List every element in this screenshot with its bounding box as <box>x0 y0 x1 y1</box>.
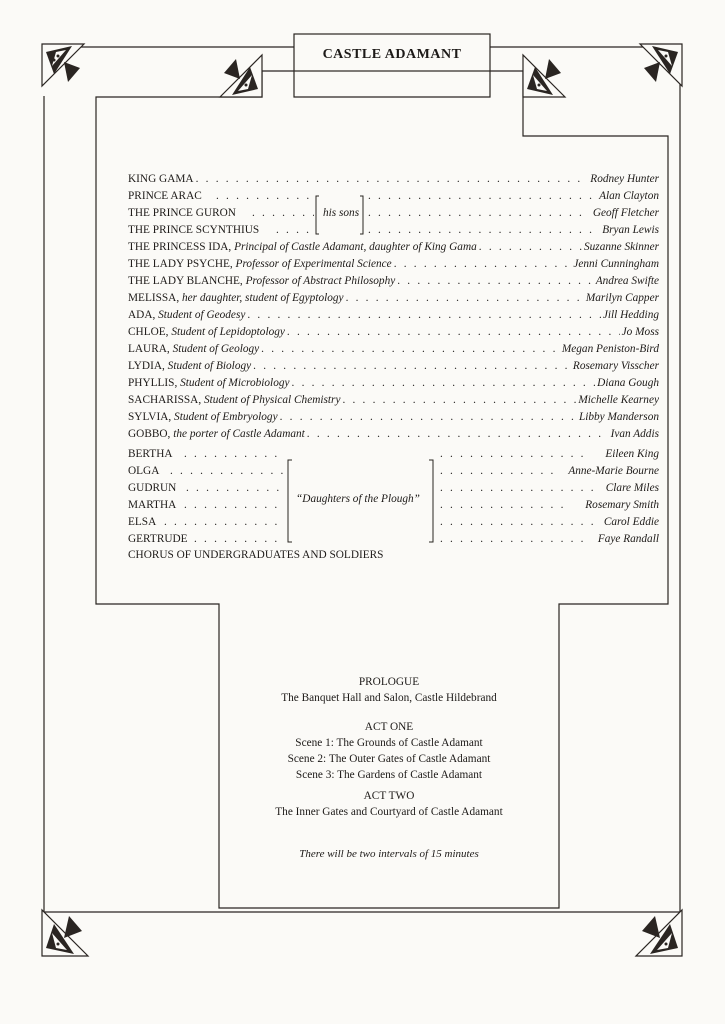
cast-row: KING GAMA . . . Rodney Hunter <box>128 171 659 188</box>
act-two-section <box>219 788 559 820</box>
cast-role: THE PRINCE GURON <box>128 207 236 219</box>
cast-row: LAURA, Student of Geology . . . Megan Peniston-Bird <box>128 341 659 358</box>
cast-row: SACHARISSA, Student of Physical Chemistry . . . Michelle Kearney <box>128 392 659 409</box>
corner-ornament-top-left <box>42 44 84 86</box>
corner-ornament-bottom-left <box>42 910 88 956</box>
cast-role: OLGA <box>128 465 160 477</box>
cast-actor: Anne-Marie Bourne <box>568 465 659 477</box>
cast-actor: Carol Eddie <box>603 516 659 528</box>
cast-actor: Bryan Lewis <box>602 224 659 236</box>
intervals-note: There will be two intervals of 15 minutes <box>299 848 479 860</box>
cast-row: THE LADY BLANCHE, Professor of Abstract Philosophy . . . Andrea Swifte <box>128 273 659 290</box>
cast-role: GUDRUN <box>128 482 177 494</box>
group-label-daughters: “Daughters of the Plough” <box>296 493 420 505</box>
bracket-sons-right <box>360 196 363 234</box>
cast-actor: Clare Miles <box>605 482 659 494</box>
cast-row: ADA, Student of Geodesy . . . Jill Hedding <box>128 307 659 324</box>
chorus-line: CHORUS OF UNDERGRADUATES AND SOLDIERS <box>128 549 384 561</box>
corner-ornament-top-right <box>640 44 682 86</box>
act-one-scene: Scene 2: The Outer Gates of Castle Adamant <box>287 753 491 765</box>
cast-row: GOBBO, the porter of Castle Adamant . . . Ivan Addis <box>128 426 659 443</box>
cast-role: THE PRINCE SCYNTHIUS <box>128 224 260 236</box>
act-two-setting: The Inner Gates and Courtyard of Castle Adamant <box>275 806 503 818</box>
page-title: CASTLE ADAMANT <box>322 46 462 62</box>
cast-actor: Geoff Fletcher <box>592 207 659 219</box>
act-two-heading: ACT TWO <box>363 790 415 802</box>
prologue-section <box>219 674 559 706</box>
bracket-daughters-left <box>288 460 292 542</box>
cast-row: CHLOE, Student of Lepidoptology . . . Jo Moss <box>128 324 659 341</box>
cast-actor: Alan Clayton <box>599 190 659 202</box>
corner-ornament-bottom-right <box>636 910 682 956</box>
act-one-scene: Scene 1: The Grounds of Castle Adamant <box>295 737 483 749</box>
group-label-sons: his sons <box>323 207 360 219</box>
cast-row: THE PRINCESS IDA, Principal of Castle Adamant, daughter of King Gama . . . Suzanne Skinner <box>128 239 659 256</box>
cast-row: THE LADY PSYCHE, Professor of Experimental Science . . . Jenni Cunningham <box>128 256 659 273</box>
corner-ornament-mid-left <box>220 55 262 97</box>
cast-row: SYLVIA, Student of Embryology . . . Libby Manderson <box>128 409 659 426</box>
act-one-heading: ACT ONE <box>364 721 414 733</box>
cast-actor: Eileen King <box>605 448 659 460</box>
prologue-heading: PROLOGUE <box>358 676 420 688</box>
cast-actor: Faye Randall <box>597 533 659 545</box>
act-one-scene: Scene 3: The Gardens of Castle Adamant <box>295 769 483 781</box>
cast-role: BERTHA <box>128 448 173 460</box>
act-one-section <box>219 719 559 783</box>
cast-row: MELISSA, her daughter, student of Egyptology . . . Marilyn Capper <box>128 290 659 307</box>
cast-row: PHYLLIS, Student of Microbiology . . . Diana Gough <box>128 375 659 392</box>
bracket-daughters-right <box>429 460 433 542</box>
cast-role: PRINCE ARAC <box>128 190 202 202</box>
cast-role: ELSA <box>128 516 157 528</box>
cast-role: GERTRUDE <box>128 533 188 545</box>
cast-actor: Rosemary Smith <box>585 499 659 511</box>
prologue-setting: The Banquet Hall and Salon, Castle Hildebrand <box>281 692 497 704</box>
corner-ornament-mid-right <box>523 55 565 97</box>
cast-role: MARTHA <box>128 499 177 511</box>
cast-row: LYDIA, Student of Biology . . . Rosemary Visscher <box>128 358 659 375</box>
